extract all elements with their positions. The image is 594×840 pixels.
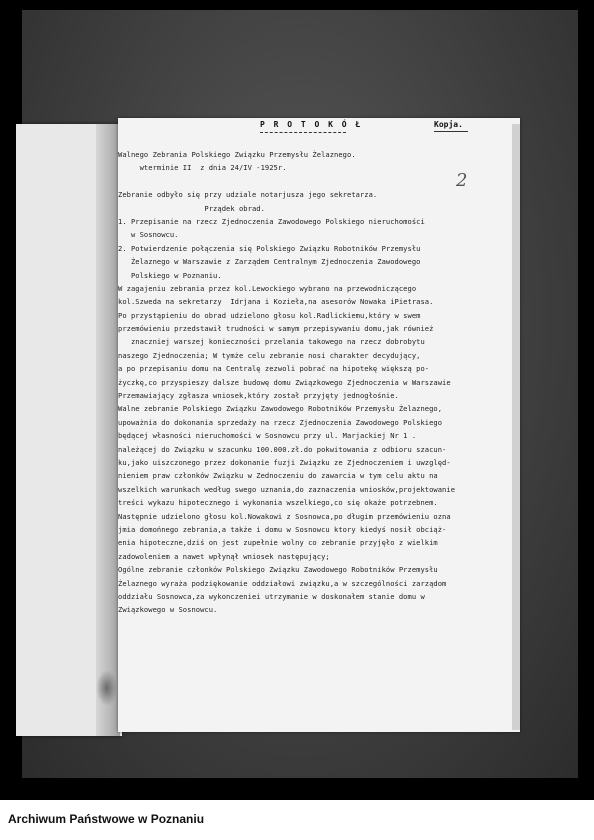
text-line: treści wykazu hipotecznego i wykonania wszelkiego,co się okaże potrzebnem. (118, 498, 438, 508)
page-edge (512, 124, 520, 730)
text-line: jmia domońnego zebrania,a także i domu w Sosnowcu ktory kiedyś nosił obciąż- (118, 524, 447, 534)
text-line: a po przepisaniu domu na Centralę zezwoli pobrać na hipotekę większą po- (118, 364, 430, 374)
text-line: 1. Przepisanie na rzecz Zjednoczenia Zawodowego Polskiego nieruchomości (118, 216, 425, 226)
archive-name: Archiwum Państwowe w Poznaniu (8, 812, 205, 826)
text-line: należącej do Związku w szacunku 100.000.zł.do pokwitowania z odbioru szacun- (118, 444, 447, 454)
text-line: Następnie udzielono głosu kol.Nowakowi z Sosnowca,po długim przemówieniu ozna (118, 511, 451, 521)
text-line: Żelaznego w Warszawie z Zarządem Centralnym Zjednoczenia Zawodowego (118, 257, 421, 267)
copy-label: Kopja. (434, 120, 463, 129)
text-line: wterminie II z dnia 24/IV -1925r. (118, 163, 287, 173)
text-line: Walnego Zebrania Polskiego Związku Przemysłu Żelaznego. (118, 150, 356, 159)
text-line: enia hipoteczne,dziś on jest zupełnie wolny co zebranie przyjęło z wielkim (118, 538, 438, 548)
text-line: Polskiego w Poznaniu. (118, 270, 222, 280)
text-line: Po przystąpieniu do obrad udzielono głosu kol.Radlickiemu,który w swem (118, 310, 421, 320)
text-line: znaczniej warszej konieczności przelania takowego na rzecz dobrobytu (118, 337, 425, 347)
text-line: naszego Zjednoczenia; W tymże celu zebranie nosi charakter decydujący, (118, 350, 421, 360)
text-line: Żelaznego wyraża podziękowanie oddziałowi związku,a w szczególności zarządom (118, 578, 447, 588)
text-line: oddziału Sosnowca,za wykonczeniei utrzymanie w doskonałem stanie domu w (118, 591, 425, 601)
title-row (118, 118, 520, 138)
text-line: nieniem praw członków Związku w Zednoczeniu do zawarcia w tym celu aktu na (118, 471, 438, 481)
text-line: Związkowego w Sosnowcu. (118, 605, 218, 615)
text-line: wszelkich warunkach według swego uznania,do zaznaczenia wniosków,projektowanie (118, 484, 456, 494)
text-line: Zebranie odbyło się przy udziale notarjusza jego sekretarza. (118, 190, 378, 200)
handwritten-page-number: 2 (456, 170, 468, 191)
text-line: Przemawiający zgłasza wniosek,który został przyjęty jednogłośnie. (118, 391, 399, 401)
text-line: 2. Potwierdzenie połączenia się Polskiego Związku Robotników Przemysłu (118, 243, 421, 253)
text-line: ku,jako uiszczonego przez dokonanie fuzji Związku ze Zjednoczeniem i uwzględ- (118, 457, 451, 467)
text-line: Ogólne zebranie członków Polskiego Związku Zawodowego Robotników Przemysłu (118, 565, 438, 575)
text-line: kol.Szweda na sekretarzy Idrjana i Kozieła,na asesorów Nowaka iPietrasa. (118, 297, 434, 307)
text-line: przemówieniu przedstawił trudności w samym przepisywaniu domu,jak również (118, 324, 434, 334)
text-line: upoważnia do dokonania sprzedaży na rzecz Zjednoczenia Zawodowego Polskiego (118, 417, 443, 427)
text-line: życzkę,co przyspieszy dalsze budowę domu Związkowego Zjednoczenia w Warszawie (118, 377, 451, 387)
title-underline (260, 132, 346, 133)
text-line: w Sosnowcu. (118, 230, 179, 240)
text-line: będącej własności nieruchomości w Sosnowcu przy ul. Marjackiej Nr 1 . (118, 431, 417, 441)
sheet-spine (96, 124, 120, 736)
text-line: zadowoleniem a nawet wpłynął wniosek następujący; (118, 551, 330, 561)
copy-underline (434, 131, 468, 132)
text-line: Prządek obrad. (118, 203, 265, 213)
document-title: P R O T O K Ó Ł (260, 120, 363, 129)
text-line: W zagajeniu zebrania przez kol.Lewockiego wybrano na przewodniczącego (118, 283, 417, 293)
document-body (118, 148, 520, 728)
text-line: Walne zebranie Polskiego Związku Zawodowego Robotników Przemysłu Żelaznego, (118, 404, 443, 414)
document-page (118, 118, 520, 732)
ink-stain (96, 670, 118, 706)
text-line (118, 175, 520, 188)
